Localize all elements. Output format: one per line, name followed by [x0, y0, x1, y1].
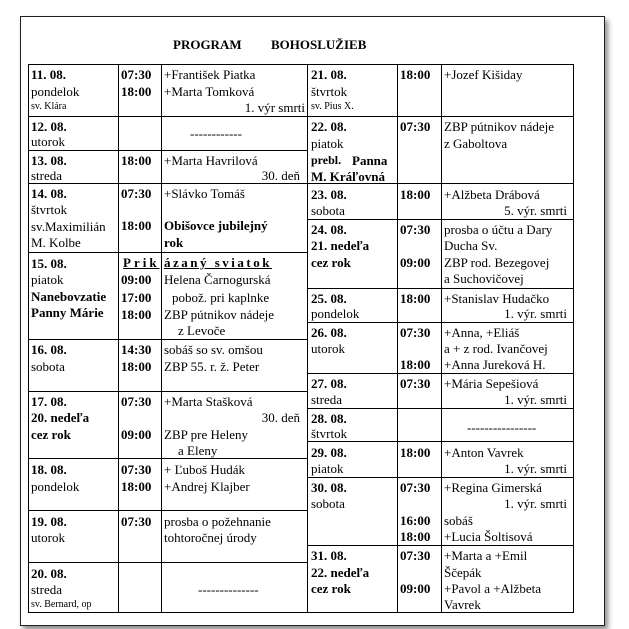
row-divider	[307, 116, 574, 117]
sunday-label: cez rok	[311, 581, 351, 596]
mass-time: 18:00	[400, 67, 431, 82]
mass-intention: ZBP 55. r. ž. Peter	[164, 359, 260, 374]
mass-intention: +Alžbeta Drábová	[444, 187, 540, 202]
mass-intention: +Anna, +Eliáš	[444, 325, 520, 340]
entry-date: 18. 08.	[31, 462, 67, 477]
mass-intention: a + z rod. Ivančovej	[444, 341, 548, 356]
holiday-banner: ázaný sviatok	[164, 255, 272, 270]
feast-name: Panna	[352, 153, 388, 168]
table-bottom-line	[28, 612, 574, 613]
mass-intention: 30. deň	[261, 410, 300, 425]
row-divider	[307, 408, 574, 409]
entry-date: 22. 08.	[311, 119, 347, 134]
mass-time: 18:00	[121, 84, 152, 99]
mass-intention: a Suchovičovej	[444, 271, 524, 286]
entry-weekday: streda	[31, 168, 63, 183]
mass-intention: +Stanislav Hudačko	[444, 291, 550, 306]
sunday-label: 21. nedeľa	[311, 238, 370, 253]
mass-intention: +Andrej Klajber	[164, 479, 250, 494]
entry-date: 28. 08.	[311, 411, 347, 426]
entry-date: 30. 08.	[311, 480, 347, 495]
mass-time: 09:00	[121, 427, 152, 442]
mass-time: 07:30	[121, 462, 152, 477]
row-divider	[28, 252, 308, 253]
mass-time: 09:00	[121, 272, 152, 287]
mass-intention: Helena Čarnogurská	[164, 272, 271, 287]
row-divider	[307, 545, 574, 546]
mass-intention: +Lucia Šoltisová	[444, 529, 533, 544]
column-divider	[441, 64, 442, 613]
mass-time: 18:00	[121, 359, 152, 374]
mass-intention: +František Piatka	[164, 67, 256, 82]
entry-weekday: štvrtok	[31, 202, 68, 217]
entry-date: 26. 08.	[311, 325, 347, 340]
row-divider	[307, 219, 574, 220]
mass-intention: +Anton Vavrek	[444, 445, 524, 460]
sunday-label: cez rok	[311, 255, 351, 270]
mass-time: 18:00	[121, 153, 152, 168]
entry-saint: M. Kolbe	[31, 235, 81, 250]
right-border-line	[573, 64, 574, 613]
entry-date: 21. 08.	[311, 67, 347, 82]
mass-intention: ZBP rod. Bezegovej	[444, 255, 550, 270]
entry-date: 23. 08.	[311, 187, 347, 202]
entry-date: 17. 08.	[31, 394, 67, 409]
title-bohosluzieb: BOHOSLUŽIEB	[271, 37, 367, 52]
row-divider	[28, 116, 308, 117]
mass-intention: z Gaboltova	[444, 136, 508, 151]
mass-intention: rok	[164, 235, 184, 250]
mass-time: 18:00	[121, 218, 152, 233]
entry-saint: sv. Klára	[31, 101, 67, 112]
mass-intention: 1. výr smrti	[244, 100, 305, 115]
entry-weekday: pondelok	[31, 479, 80, 494]
row-divider	[28, 183, 308, 184]
no-mass-dashes: ----------------	[467, 420, 537, 435]
mass-time: 18:00	[400, 187, 431, 202]
sunday-label: cez rok	[31, 427, 71, 442]
mass-intention: Vavrek	[444, 597, 481, 612]
entry-date: 15. 08.	[31, 256, 67, 271]
title-program: PROGRAM	[173, 37, 242, 52]
entry-weekday: utorok	[31, 530, 65, 545]
mass-time: 09:00	[400, 255, 431, 270]
mass-intention: prosba o požehnanie	[164, 514, 271, 529]
mass-time: 16:00	[400, 513, 431, 528]
entry-date: 14. 08.	[31, 186, 67, 201]
mass-time: 07:30	[121, 67, 152, 82]
sunday-label: 22. nedeľa	[311, 565, 370, 580]
mass-time: 07:30	[400, 548, 431, 563]
row-divider	[307, 288, 574, 289]
mass-intention: +Marta Havrilová	[164, 153, 258, 168]
mass-time: 07:30	[400, 119, 431, 134]
mass-intention: +Pavol a +Alžbeta	[444, 581, 541, 596]
no-mass-dashes: ------------	[190, 126, 242, 141]
entry-date: 20. 08.	[31, 566, 67, 581]
entry-weekday: streda	[311, 392, 343, 407]
row-divider	[307, 477, 574, 478]
mass-time: 07:30	[121, 514, 152, 529]
mass-intention: Ducha Sv.	[444, 238, 498, 253]
feast-name: Nanebovzatie	[31, 289, 107, 304]
entry-date: 13. 08.	[31, 153, 67, 168]
row-divider	[307, 441, 574, 442]
mass-time: 07:30	[400, 325, 431, 340]
mass-intention: +Marta Tomková	[164, 84, 255, 99]
no-mass-dashes: --------------	[198, 582, 259, 597]
mass-intention: 1. výr. smrti	[504, 461, 567, 476]
sunday-label: 20. nedeľa	[31, 410, 90, 425]
entry-date: 25. 08.	[311, 291, 347, 306]
holiday-banner: Prik	[123, 255, 160, 270]
mass-intention: + Ľuboš Hudák	[164, 462, 245, 477]
mass-intention: Ščepák	[444, 565, 482, 580]
mass-intention: 1. výr. smrti	[504, 392, 567, 407]
mass-intention: z Levoče	[178, 323, 226, 338]
row-divider	[28, 150, 308, 151]
mass-intention: prosba o účtu a Dary	[444, 222, 553, 237]
mass-intention: ZBP pútnikov nádeje	[164, 307, 275, 322]
mass-intention: 5. výr. smrti	[504, 203, 567, 218]
mass-intention: 30. deň	[261, 168, 300, 183]
entry-date: 16. 08.	[31, 342, 67, 357]
mass-time: 18:00	[400, 357, 431, 372]
mass-time: 18:00	[400, 529, 431, 544]
entry-date: 19. 08.	[31, 514, 67, 529]
mass-intention: +Anna Jureková H.	[444, 357, 546, 372]
row-divider	[28, 339, 308, 340]
mass-intention: +Mária Sepešiová	[444, 376, 539, 391]
mass-time: 17:00	[121, 290, 152, 305]
mass-time: 14:30	[121, 342, 152, 357]
entry-weekday: utorok	[311, 341, 345, 356]
mass-intention: ZBP pútnikov nádeje	[444, 119, 555, 134]
mass-time: 18:00	[400, 291, 431, 306]
entry-date: 29. 08.	[311, 445, 347, 460]
feast-name: M. Kráľovná	[311, 169, 385, 184]
row-divider	[307, 322, 574, 323]
entry-weekday: piatok	[311, 136, 344, 151]
entry-weekday: pondelok	[311, 306, 360, 321]
table-top-line	[28, 64, 574, 65]
mass-intention: sobáš so sv. omšou	[164, 342, 263, 357]
mass-time: 07:30	[121, 394, 152, 409]
row-divider	[307, 373, 574, 374]
entry-weekday: sobota	[31, 359, 65, 374]
mass-intention: +Marta a +Emil	[444, 548, 528, 563]
entry-weekday: sobota	[311, 496, 345, 511]
entry-weekday: štvrtok	[311, 426, 348, 441]
feast-name: prebl.	[311, 153, 342, 167]
mass-time: 09:00	[400, 581, 431, 596]
mass-intention: tohtoročnej úrody	[164, 530, 257, 545]
mass-intention: +Slávko Tomáš	[164, 186, 245, 201]
entry-weekday: sobota	[311, 203, 345, 218]
row-divider	[28, 562, 308, 563]
mass-time: 07:30	[400, 376, 431, 391]
entry-saint: sv. Pius X.	[311, 101, 354, 112]
feast-name: Panny Márie	[31, 305, 104, 320]
row-divider	[28, 458, 308, 459]
mass-intention: 1. výr. smrti	[504, 496, 567, 511]
mass-time: 18:00	[400, 445, 431, 460]
mass-time: 18:00	[121, 479, 152, 494]
entry-weekday: piatok	[31, 272, 64, 287]
mass-intention: +Regina Gimerská	[444, 480, 542, 495]
mass-time: 07:30	[400, 480, 431, 495]
mass-time: 18:00	[121, 307, 152, 322]
row-divider	[28, 391, 308, 392]
entry-weekday: piatok	[311, 461, 344, 476]
mass-time: 07:30	[400, 222, 431, 237]
entry-saint: sv.Maximilián	[31, 219, 106, 234]
mass-intention: pobož. pri kaplnke	[172, 290, 270, 305]
mass-time: 07:30	[121, 186, 152, 201]
entry-weekday: utorok	[31, 134, 65, 149]
mass-intention: +Marta Stašková	[164, 394, 253, 409]
mass-intention: ZBP pre Heleny	[164, 427, 248, 442]
mass-intention: a Eleny	[178, 443, 218, 458]
entry-date: 31. 08.	[311, 548, 347, 563]
entry-date: 27. 08.	[311, 376, 347, 391]
entry-weekday: pondelok	[31, 84, 80, 99]
entry-date: 11. 08.	[31, 67, 67, 82]
mass-intention: 1. výr. smrti	[504, 306, 567, 321]
mass-intention: sobáš	[444, 513, 473, 528]
row-divider	[28, 510, 308, 511]
entry-date: 12. 08.	[31, 119, 67, 134]
entry-weekday: štvrtok	[311, 84, 348, 99]
column-divider	[397, 64, 398, 613]
entry-weekday: streda	[31, 582, 63, 597]
mass-intention: +Jozef Kišiday	[444, 67, 523, 82]
entry-saint: sv. Bernard, op	[31, 599, 92, 610]
mass-intention: Obišovce jubilejný	[164, 218, 268, 233]
entry-date: 24. 08.	[311, 222, 347, 237]
